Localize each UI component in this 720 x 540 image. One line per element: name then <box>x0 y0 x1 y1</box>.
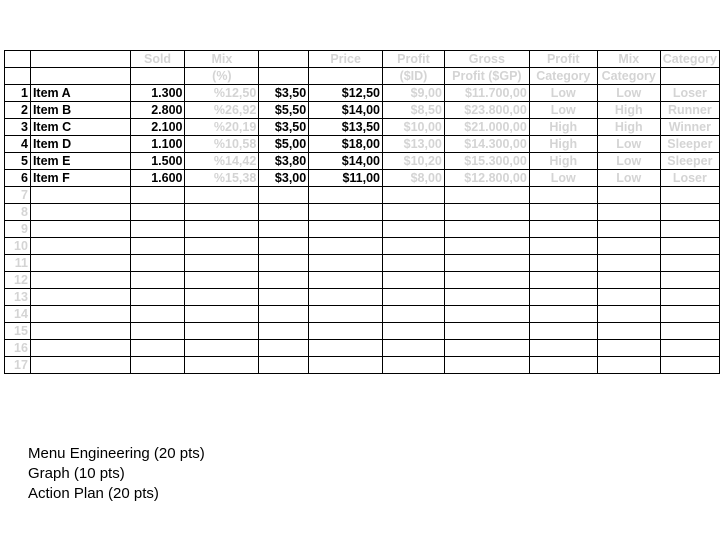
empty-cell[interactable] <box>444 272 529 289</box>
empty-cell[interactable] <box>529 187 597 204</box>
empty-cell[interactable] <box>597 238 660 255</box>
empty-cell[interactable] <box>309 340 383 357</box>
empty-cell[interactable] <box>185 306 259 323</box>
empty-cell[interactable] <box>660 238 719 255</box>
empty-cell[interactable] <box>185 204 259 221</box>
empty-cell[interactable] <box>130 340 185 357</box>
empty-cell[interactable] <box>309 255 383 272</box>
table-row <box>5 136 720 153</box>
empty-cell[interactable] <box>383 255 445 272</box>
empty-cell[interactable] <box>185 340 259 357</box>
empty-cell[interactable] <box>444 357 529 374</box>
empty-cell[interactable] <box>660 340 719 357</box>
empty-cell[interactable] <box>444 238 529 255</box>
empty-row <box>5 255 720 272</box>
empty-cell[interactable] <box>383 204 445 221</box>
mix-cell[interactable]: %15,38 <box>185 170 259 187</box>
row-number[interactable]: 14 <box>5 306 31 323</box>
mix-category-cell[interactable]: High <box>597 119 660 136</box>
sold-cell[interactable]: 1.300 <box>130 85 185 102</box>
gross-profit-cell[interactable]: $21.000,00 <box>444 119 529 136</box>
empty-cell[interactable] <box>597 204 660 221</box>
empty-cell[interactable] <box>130 187 185 204</box>
empty-cell[interactable] <box>30 289 130 306</box>
price-cell[interactable]: $13,50 <box>309 119 383 136</box>
row-number[interactable]: 13 <box>5 289 31 306</box>
empty-cell[interactable] <box>30 255 130 272</box>
note-action-plan: Action Plan (20 pts) <box>28 485 159 502</box>
mix-cell[interactable]: %26,92 <box>185 102 259 119</box>
table-row <box>5 153 720 170</box>
table-row <box>5 102 720 119</box>
empty-cell[interactable] <box>130 238 185 255</box>
empty-row <box>5 289 720 306</box>
empty-cell[interactable] <box>130 272 185 289</box>
empty-row <box>5 204 720 221</box>
mix-category-cell[interactable]: High <box>597 102 660 119</box>
empty-row <box>5 357 720 374</box>
empty-cell[interactable] <box>30 204 130 221</box>
gross-profit-cell[interactable]: $14.300,00 <box>444 136 529 153</box>
header-cell[interactable]: Mix <box>185 51 259 68</box>
price-cell[interactable]: $14,00 <box>309 102 383 119</box>
profit-cell[interactable]: $13,00 <box>383 136 445 153</box>
empty-cell[interactable] <box>597 357 660 374</box>
empty-cell[interactable] <box>309 289 383 306</box>
profit-cell[interactable]: $8,50 <box>383 102 445 119</box>
row-number[interactable]: 15 <box>5 323 31 340</box>
header-row <box>5 51 720 68</box>
empty-cell[interactable] <box>660 357 719 374</box>
empty-cell[interactable] <box>130 289 185 306</box>
empty-cell[interactable] <box>30 323 130 340</box>
empty-cell[interactable] <box>309 204 383 221</box>
profit-cell[interactable]: $9,00 <box>383 85 445 102</box>
empty-cell[interactable] <box>529 289 597 306</box>
note-graph: Graph (10 pts) <box>28 465 125 482</box>
note-menu-engineering: Menu Engineering (20 pts) <box>28 445 205 462</box>
cost-cell[interactable]: $3,50 <box>259 85 309 102</box>
item-name-cell[interactable]: Item E <box>30 153 130 170</box>
empty-cell[interactable] <box>309 221 383 238</box>
row-number[interactable]: 10 <box>5 238 31 255</box>
empty-cell[interactable] <box>259 187 309 204</box>
empty-cell[interactable] <box>660 255 719 272</box>
profit-category-cell[interactable]: High <box>529 136 597 153</box>
empty-cell[interactable] <box>309 238 383 255</box>
header-cell[interactable] <box>30 68 130 85</box>
empty-cell[interactable] <box>597 187 660 204</box>
header-cell[interactable]: Profit <box>383 51 445 68</box>
empty-cell[interactable] <box>383 221 445 238</box>
empty-cell[interactable] <box>597 323 660 340</box>
empty-cell[interactable] <box>309 272 383 289</box>
empty-cell[interactable] <box>529 221 597 238</box>
header-cell[interactable]: Category <box>529 68 597 85</box>
row-number[interactable]: 6 <box>5 170 31 187</box>
empty-cell[interactable] <box>130 204 185 221</box>
empty-cell[interactable] <box>529 323 597 340</box>
header-cell[interactable]: Profit <box>529 51 597 68</box>
cost-cell[interactable]: $3,00 <box>259 170 309 187</box>
empty-cell[interactable] <box>185 272 259 289</box>
empty-cell[interactable] <box>444 306 529 323</box>
row-number[interactable]: 1 <box>5 85 31 102</box>
empty-cell[interactable] <box>597 340 660 357</box>
empty-row <box>5 221 720 238</box>
empty-cell[interactable] <box>185 221 259 238</box>
empty-cell[interactable] <box>185 323 259 340</box>
header-cell[interactable] <box>30 51 130 68</box>
profit-cell[interactable]: $10,20 <box>383 153 445 170</box>
header-cell[interactable]: Category <box>660 51 719 68</box>
empty-cell[interactable] <box>185 289 259 306</box>
empty-row <box>5 306 720 323</box>
empty-cell[interactable] <box>529 272 597 289</box>
header-cell[interactable]: Gross <box>444 51 529 68</box>
cost-cell[interactable]: $3,80 <box>259 153 309 170</box>
empty-cell[interactable] <box>383 323 445 340</box>
empty-cell[interactable] <box>259 357 309 374</box>
empty-cell[interactable] <box>444 255 529 272</box>
empty-cell[interactable] <box>660 323 719 340</box>
empty-cell[interactable] <box>660 306 719 323</box>
row-number[interactable]: 12 <box>5 272 31 289</box>
sold-cell[interactable]: 1.100 <box>130 136 185 153</box>
empty-cell[interactable] <box>444 204 529 221</box>
empty-cell[interactable] <box>259 272 309 289</box>
empty-cell[interactable] <box>30 357 130 374</box>
header-cell[interactable]: Price <box>309 51 383 68</box>
row-number[interactable]: 3 <box>5 119 31 136</box>
sold-cell[interactable]: 1.600 <box>130 170 185 187</box>
empty-row <box>5 272 720 289</box>
category-cell[interactable]: Runner <box>660 102 719 119</box>
mix-cell[interactable]: %20,19 <box>185 119 259 136</box>
empty-cell[interactable] <box>259 289 309 306</box>
profit-category-cell[interactable]: Low <box>529 102 597 119</box>
header-cell[interactable] <box>309 68 383 85</box>
gross-profit-cell[interactable]: $11.700,00 <box>444 85 529 102</box>
empty-cell[interactable] <box>529 357 597 374</box>
row-number[interactable]: 5 <box>5 153 31 170</box>
corner-cell[interactable] <box>5 68 31 85</box>
item-name-cell[interactable]: Item A <box>30 85 130 102</box>
item-name-cell[interactable]: Item F <box>30 170 130 187</box>
row-number[interactable]: 11 <box>5 255 31 272</box>
sold-cell[interactable]: 2.100 <box>130 119 185 136</box>
mix-cell[interactable]: %14,42 <box>185 153 259 170</box>
empty-cell[interactable] <box>383 272 445 289</box>
mix-cell[interactable]: %12,50 <box>185 85 259 102</box>
empty-cell[interactable] <box>185 255 259 272</box>
profit-category-cell[interactable]: Low <box>529 85 597 102</box>
empty-cell[interactable] <box>30 306 130 323</box>
empty-cell[interactable] <box>529 255 597 272</box>
grading-notes <box>28 444 205 504</box>
price-cell[interactable]: $11,00 <box>309 170 383 187</box>
empty-cell[interactable] <box>383 187 445 204</box>
empty-cell[interactable] <box>444 323 529 340</box>
empty-row <box>5 340 720 357</box>
profit-cell[interactable]: $10,00 <box>383 119 445 136</box>
price-cell[interactable]: $18,00 <box>309 136 383 153</box>
category-cell[interactable]: Loser <box>660 170 719 187</box>
gross-profit-cell[interactable]: $12.800,00 <box>444 170 529 187</box>
empty-cell[interactable] <box>529 340 597 357</box>
empty-cell[interactable] <box>185 238 259 255</box>
empty-cell[interactable] <box>185 187 259 204</box>
corner-cell[interactable] <box>5 51 31 68</box>
empty-cell[interactable] <box>383 238 445 255</box>
empty-cell[interactable] <box>444 289 529 306</box>
mix-category-cell[interactable]: Low <box>597 136 660 153</box>
empty-cell[interactable] <box>660 272 719 289</box>
cost-cell[interactable]: $5,00 <box>259 136 309 153</box>
header-cell[interactable]: ($ID) <box>383 68 445 85</box>
header-cell[interactable] <box>130 68 185 85</box>
price-cell[interactable]: $12,50 <box>309 85 383 102</box>
header-cell[interactable]: Mix <box>597 51 660 68</box>
empty-row <box>5 187 720 204</box>
empty-cell[interactable] <box>30 238 130 255</box>
category-cell[interactable]: Winner <box>660 119 719 136</box>
empty-cell[interactable] <box>259 323 309 340</box>
mix-category-cell[interactable]: Low <box>597 170 660 187</box>
sold-cell[interactable]: 2.800 <box>130 102 185 119</box>
row-number[interactable]: 4 <box>5 136 31 153</box>
gross-profit-cell[interactable]: $15.300,00 <box>444 153 529 170</box>
empty-cell[interactable] <box>130 323 185 340</box>
table-row <box>5 170 720 187</box>
empty-cell[interactable] <box>529 306 597 323</box>
empty-cell[interactable] <box>660 289 719 306</box>
empty-cell[interactable] <box>309 306 383 323</box>
profit-category-cell[interactable]: Low <box>529 170 597 187</box>
header-cell[interactable] <box>259 68 309 85</box>
empty-cell[interactable] <box>309 357 383 374</box>
cost-cell[interactable]: $5,50 <box>259 102 309 119</box>
cost-cell[interactable]: $3,50 <box>259 119 309 136</box>
empty-cell[interactable] <box>30 221 130 238</box>
empty-cell[interactable] <box>383 357 445 374</box>
empty-cell[interactable] <box>259 340 309 357</box>
empty-cell[interactable] <box>529 204 597 221</box>
empty-cell[interactable] <box>444 221 529 238</box>
profit-cell[interactable]: $8,00 <box>383 170 445 187</box>
header-cell[interactable] <box>660 68 719 85</box>
empty-cell[interactable] <box>259 238 309 255</box>
header-row <box>5 68 720 85</box>
header-cell[interactable]: Sold <box>130 51 185 68</box>
item-name-cell[interactable]: Item D <box>30 136 130 153</box>
category-cell[interactable]: Sleeper <box>660 136 719 153</box>
empty-cell[interactable] <box>597 221 660 238</box>
empty-cell[interactable] <box>185 357 259 374</box>
price-cell[interactable]: $14,00 <box>309 153 383 170</box>
row-number[interactable]: 16 <box>5 340 31 357</box>
profit-category-cell[interactable]: High <box>529 119 597 136</box>
empty-cell[interactable] <box>130 306 185 323</box>
category-cell[interactable]: Sleeper <box>660 153 719 170</box>
empty-cell[interactable] <box>597 289 660 306</box>
empty-cell[interactable] <box>30 187 130 204</box>
empty-cell[interactable] <box>444 340 529 357</box>
item-name-cell[interactable]: Item C <box>30 119 130 136</box>
item-name-cell[interactable]: Item B <box>30 102 130 119</box>
empty-row <box>5 323 720 340</box>
profit-category-cell[interactable]: High <box>529 153 597 170</box>
mix-category-cell[interactable]: Low <box>597 85 660 102</box>
sold-cell[interactable]: 1.500 <box>130 153 185 170</box>
empty-cell[interactable] <box>130 357 185 374</box>
table-row <box>5 85 720 102</box>
empty-cell[interactable] <box>383 340 445 357</box>
empty-cell[interactable] <box>259 255 309 272</box>
empty-cell[interactable] <box>529 238 597 255</box>
empty-cell[interactable] <box>597 306 660 323</box>
empty-cell[interactable] <box>30 272 130 289</box>
empty-cell[interactable] <box>660 204 719 221</box>
empty-cell[interactable] <box>259 306 309 323</box>
empty-cell[interactable] <box>259 221 309 238</box>
empty-cell[interactable] <box>383 289 445 306</box>
row-number[interactable]: 9 <box>5 221 31 238</box>
empty-cell[interactable] <box>597 272 660 289</box>
header-cell[interactable]: Profit ($GP) <box>444 68 529 85</box>
empty-cell[interactable] <box>660 187 719 204</box>
empty-cell[interactable] <box>259 204 309 221</box>
empty-cell[interactable] <box>309 187 383 204</box>
mix-cell[interactable]: %10,58 <box>185 136 259 153</box>
spreadsheet-grid <box>4 50 720 374</box>
empty-cell[interactable] <box>383 306 445 323</box>
header-cell[interactable] <box>259 51 309 68</box>
empty-cell[interactable] <box>444 187 529 204</box>
table-row <box>5 119 720 136</box>
empty-cell[interactable] <box>309 323 383 340</box>
mix-category-cell[interactable]: Low <box>597 153 660 170</box>
gross-profit-cell[interactable]: $23.800,00 <box>444 102 529 119</box>
row-number[interactable]: 2 <box>5 102 31 119</box>
empty-cell[interactable] <box>130 255 185 272</box>
empty-row <box>5 238 720 255</box>
empty-cell[interactable] <box>130 221 185 238</box>
empty-cell[interactable] <box>30 340 130 357</box>
row-number[interactable]: 8 <box>5 204 31 221</box>
empty-cell[interactable] <box>660 221 719 238</box>
header-cell[interactable]: Category <box>597 68 660 85</box>
category-cell[interactable]: Loser <box>660 85 719 102</box>
header-cell[interactable]: (%) <box>185 68 259 85</box>
row-number[interactable]: 17 <box>5 357 31 374</box>
row-number[interactable]: 7 <box>5 187 31 204</box>
empty-cell[interactable] <box>597 255 660 272</box>
